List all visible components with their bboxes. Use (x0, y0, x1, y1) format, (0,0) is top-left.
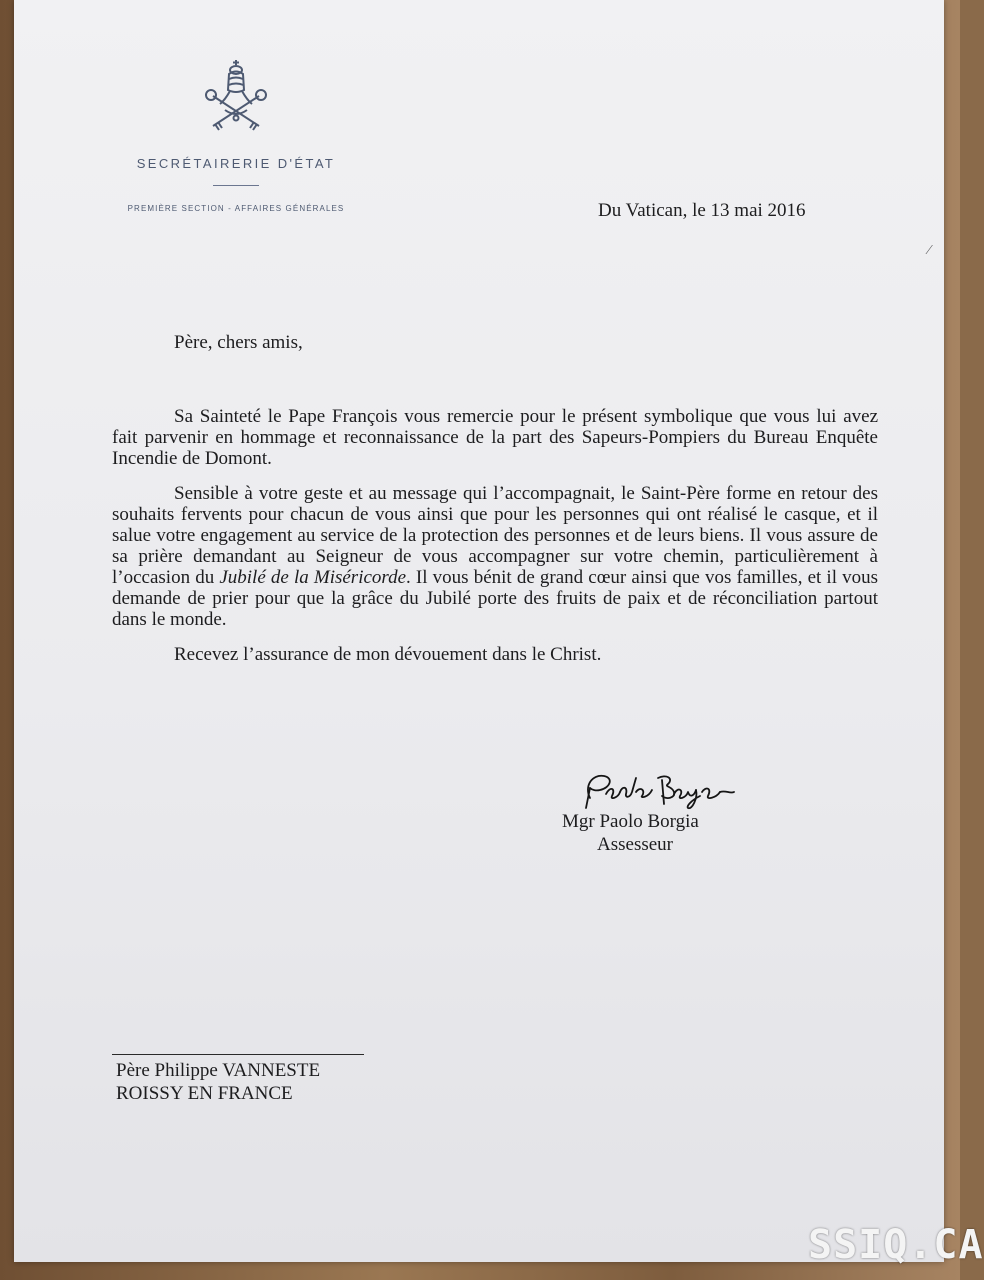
address-divider (112, 1054, 364, 1055)
site-watermark: SSIQ.CA (808, 1222, 984, 1268)
paragraph-2-part-1: Sensible à votre geste et au message qui l’accompagnait, le Saint-Père forme en retour des souhaits fervents pour chacun de vous ainsi que pour les personnes qui ont réalisé le casque, et il salue votre engagement au service de la protection des personnes et de leurs biens. Il vous assure de sa prière demandant au Seigneur de vous accompagner sur votre chemin, particulièrement à l’occasion du (112, 483, 878, 588)
signer-name: Mgr Paolo Borgia (562, 811, 699, 832)
letter-date: Du Vatican, le 13 mai 2016 (598, 200, 806, 221)
paragraph-1: Sa Sainteté le Pape François vous remercie pour le présent symbolique que vous lui avez fait parvenir en hommage et reconnaissance de la part des Sapeurs-Pompiers du Bureau Enquête Incendie de Domont. (112, 406, 878, 469)
letterhead (102, 56, 370, 213)
papal-keys-tiara-emblem-icon (199, 56, 273, 132)
handwritten-signature-icon (570, 768, 740, 814)
salutation: Père, chers amis, (174, 332, 303, 353)
letterhead-title: SECRÉTAIRERIE D'ÉTAT (136, 156, 336, 171)
letter-body (112, 406, 878, 679)
paragraph-2-part-2: . Il vous bénit de grand cœur ainsi que vos familles, et il vous demande de prier pour que la grâce du Jubilé porte des fruits de paix et de réconciliation partout dans le monde. (112, 567, 879, 630)
pen-mark: ⁄ (928, 243, 931, 258)
signer-title: Assesseur (597, 834, 673, 855)
recipient-name: Père Philippe VANNESTE (116, 1060, 321, 1081)
letterhead-divider (213, 185, 259, 186)
recipient-place: ROISSY EN FRANCE (116, 1083, 293, 1104)
letterhead-subtitle: PREMIÈRE SECTION - AFFAIRES GÉNÉRALES (127, 204, 345, 213)
closing-paragraph: Recevez l’assurance de mon dévouement dans le Christ. (174, 644, 602, 665)
letter-page (14, 0, 944, 1262)
paragraph-2 (112, 483, 878, 630)
jubilee-title-italic: Jubilé de la Miséricorde (219, 567, 407, 588)
